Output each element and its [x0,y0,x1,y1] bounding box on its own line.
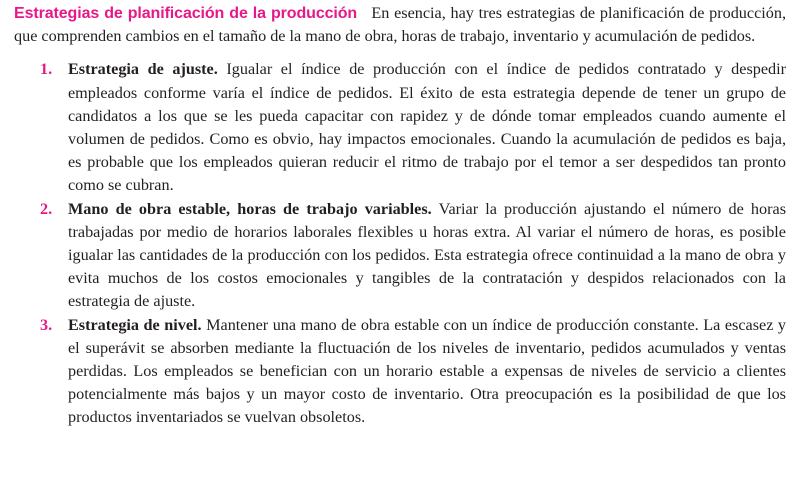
strategy-description: Igualar el índice de producción con el índice de pedidos contratado y despedir empleados conforme varía el índice de pedidos. El éxito de esta estrategia depende de tener un grupo de candidatos a los que se les pueda capacitar con rapidez y de dónde tomar empleados cuando aumente el volumen de pedidos. Como es obvio, hay impactos emocionales. Cuando la acumulación de pedidos es baja, es probable que los empleados quieran reducir el ritmo de trabajo por el temor a ser despedidos tan pronto como se cubran. [68,60,787,195]
item-number: 1. [40,60,53,79]
strategy-item-nivel [14,314,786,430]
strategy-term: Mano de obra estable, horas de trabajo variables. [68,199,432,218]
strategy-item-ajuste [14,58,786,197]
section-heading: Estrategias de planificación de la producción [14,5,358,22]
strategy-term: Estrategia de nivel. [68,315,202,334]
strategy-description: Variar la producción ajustando el número de horas trabajadas por medio de horarios laborales flexibles u horas extra. Al variar el número de horas, es posible igualar las cantidades de la producción con los pedidos. Esta estrategia ofrece continuidad a la mano de obra y evita muchos de los costos emocionales y tangibles de la contratación y despidos relacionados con la estrategia de ajuste. [68,199,786,311]
intro-text: En esencia, hay tres estrategias de planificación de producción, que comprenden cambios en el tamaño de la mano de obra, horas de trabajo, inventario y acumulación de pedidos. [14,4,786,46]
item-number: 2. [40,199,53,218]
strategy-list [14,58,786,429]
item-number: 3. [40,315,53,334]
intro-paragraph [14,2,786,48]
strategy-term: Estrategia de ajuste. [68,60,218,79]
strategy-description: Mantener una mano de obra estable con un índice de producción constante. La escasez y el superávit se absorben mediante la fluctuación de los niveles de inventario, pedidos acumulados y ventas perdidas. Los empleados se benefician con un horario estable a expensas de niveles de servicio a clientes potencialmente más bajos y un mayor costo de inventario. Otra preocupación es la posibilidad de que los productos inventariados se vuelvan obsoletos. [68,315,786,427]
strategy-item-mano-de-obra-estable [14,198,786,314]
